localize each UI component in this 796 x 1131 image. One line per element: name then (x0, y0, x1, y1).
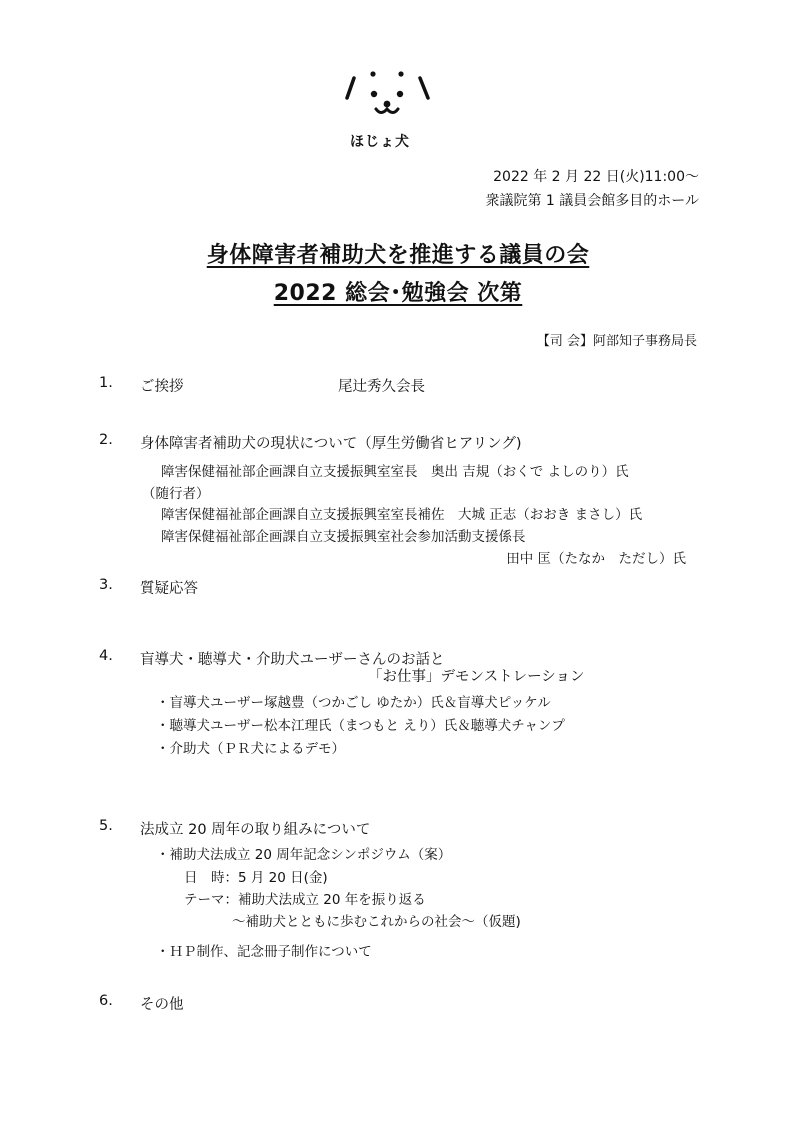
meeting-venue: 衆議院第 1 議員会館多目的ホール (485, 193, 699, 209)
item-number: 5. (99, 818, 113, 834)
title-line-1: 身体障害者補助犬を推進する議員の会 (206, 243, 590, 268)
dog-face-logo-icon (340, 62, 436, 124)
item-number: 4. (99, 648, 113, 664)
list-item: 障害保健福祉部企画課自立支援振興室社会参加活動支援係長 (161, 529, 526, 545)
list-item: ～補助犬とともに歩むこれからの社会～（仮題) (232, 914, 521, 930)
list-item: ・介助犬（ＰＲ犬によるデモ） (156, 741, 345, 757)
item-title: その他 (140, 997, 184, 1013)
item-number: 1. (99, 375, 113, 391)
item-title: 法成立 20 周年の取り組みについて (140, 822, 371, 838)
item-title: 質疑応答 (140, 581, 198, 597)
item-title: 身体障害者補助犬の現状について（厚生労働省ヒアリング) (140, 436, 522, 452)
meeting-date: 2022 年 2 月 22 日(火)11:00～ (493, 169, 699, 185)
item-title: ご挨拶 (140, 379, 184, 395)
item-title: 盲導犬・聴導犬・介助犬ユーザーさんのお話と (140, 652, 445, 668)
list-item: ・補助犬法成立 20 周年記念シンポジウム（案） (156, 847, 452, 863)
item-number: 3. (99, 577, 113, 593)
title-line-2: 2022 総会･勉強会 次第 (273, 281, 523, 306)
item-number: 6. (99, 993, 113, 1009)
list-item: テーマ：補助犬法成立 20 年を振り返る (184, 892, 426, 908)
item-speaker: 尾辻秀久会長 (338, 379, 425, 395)
list-item: ・ＨＰ制作、記念冊子制作について (156, 944, 372, 960)
list-item: 田中 匡（たなか ただし）氏 (506, 551, 686, 567)
logo-text: ほじょ犬 (350, 134, 410, 150)
list-item: 障害保健福祉部企画課自立支援振興室室長補佐 大城 正志（おおき まさし）氏 (161, 507, 643, 523)
item-number: 2. (99, 432, 113, 448)
host-line: 【司 会】阿部知子事務局長 (536, 334, 697, 349)
list-item: ・聴導犬ユーザー松本江理氏（まつもと えり）氏＆聴導犬チャンプ (156, 718, 565, 734)
item-title-continued: 「お仕事」デモンストレーション (368, 669, 585, 685)
list-item: （随行者） (142, 486, 210, 502)
list-item: 日 時：5 月 20 日(金) (184, 870, 328, 886)
list-item: ・盲導犬ユーザー塚越豊（つかごし ゆたか）氏＆盲導犬ピッケル (156, 695, 551, 711)
list-item: 障害保健福祉部企画課自立支援振興室室長 奥出 吉規（おくで よしのり）氏 (161, 464, 629, 480)
